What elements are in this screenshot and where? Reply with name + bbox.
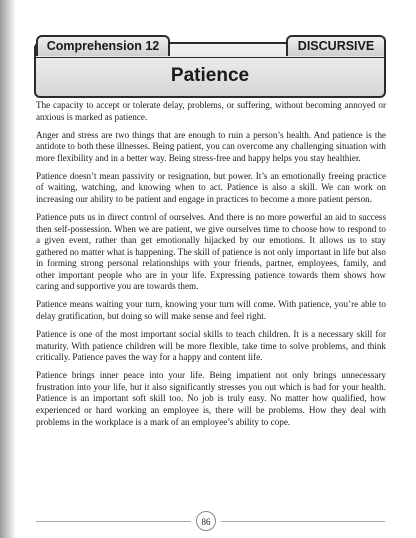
page-number: 86 [196,511,216,531]
paragraph-2: Anger and stress are two things that are enough to ruin a person’s health. And patience is the antidote to both these illnesses. Being patient, you can overcome any challenging situation with more flexibility and in a better way. Being stress-free and happy helps you stay healthier. [36,129,386,163]
footer-rule-left [36,521,191,522]
paragraph-6: Patience is one of the most important social skills to teach children. It is a necessary skill for maturity. With patience children will be more flexible, take time to solve problems, and think critically. Patience paves the way for a happy and content life. [36,329,386,363]
paragraph-3: Patience doesn’t mean passivity or resignation, but power. It’s an emotionally freeing practice of waiting, watching, and knowing when to act. Patience is also a skill. We can work on increasing our ability to be patient and engage in practices to become a more patient person. [36,170,386,204]
category-tab: DISCURSIVE [286,35,386,56]
book-spine-shadow [0,0,16,538]
banner-divider [36,57,384,58]
page-title: Patience [170,65,250,86]
paragraph-4: Patience puts us in direct control of ourselves. And there is no more powerful an aid to success then self-possession. When we are patient, we give ourselves time to choose how to respond to a given event, rather than get emotionally hijacked by our emotions. It allows us to stay gathered no matter what is happening. The skill of patience is not only important in life but also in forming strong personal relationships with your friends, partner, employees, family, and other important people who are in your life. Expressing patience towards them shows how caring and supportive you are towards them. [36,211,386,292]
comprehension-number-tab: Comprehension 12 [36,35,170,56]
paragraph-7: Patience brings inner peace into your life. Being impatient not only brings unnecessary frustration into your life, but it also significantly stresses you out which is bad for your health. Patience is an important soft skill too. No job is truly easy. No matter how qualified, how experienced or hard working an employee is, there will be problems. How they deal with problems in the workplace is a mark of an employee’s ability to cope. [36,370,386,427]
passage-body [36,100,386,435]
footer-rule-right [221,521,385,522]
paragraph-1: The capacity to accept or tolerate delay, problems, or suffering, without becoming annoyed or anxious is marked as patience. [36,100,386,122]
paragraph-5: Patience means waiting your turn, knowing your turn will come. With patience, you’re able to delay gratification, but doing so will make sense and feel right. [36,299,386,322]
